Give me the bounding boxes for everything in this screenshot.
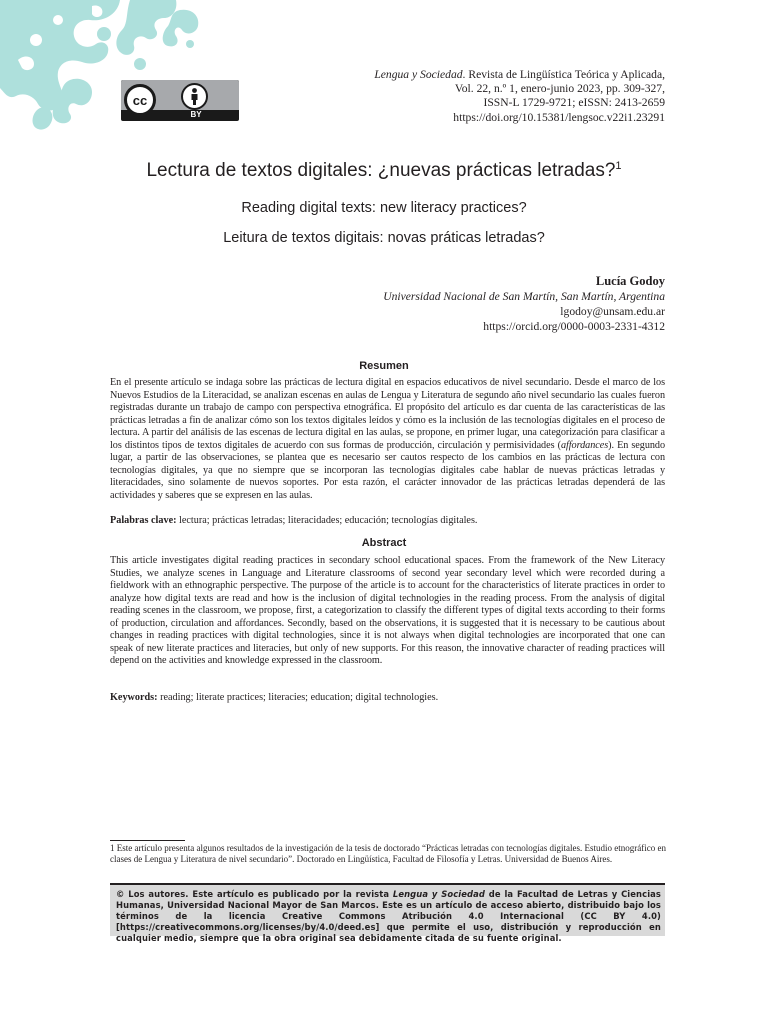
cc-by-label: BY: [190, 110, 202, 119]
license-journal-name: Lengua y Sociedad: [392, 889, 485, 899]
journal-citation: [374, 68, 665, 125]
article-title-english: Reading digital texts: new literacy practices?: [241, 200, 527, 216]
footnote-divider: [110, 840, 185, 841]
creative-commons-icon: cc: [124, 84, 156, 116]
journal-line-1: Lengua y Sociedad. Revista de Lingüística Teórica y Aplicada,: [374, 68, 665, 81]
attribution-person-icon: [181, 83, 208, 110]
author-email[interactable]: lgodoy@unsam.edu.ar: [560, 305, 665, 318]
journal-line-3: ISSN-L 1729-9721; eISSN: 2413-2659: [483, 96, 665, 110]
cc-by-license-badge[interactable]: [121, 80, 239, 121]
author-affiliation: Universidad Nacional de San Martín, San Martín, Argentina: [383, 290, 665, 303]
author-block: [383, 274, 665, 334]
journal-doi-link[interactable]: https://doi.org/10.15381/lengsoc.v22i1.23291: [453, 110, 665, 124]
keywords-label: Keywords:: [110, 692, 158, 703]
footnote: 1 Este artículo presenta algunos resultados de la investigación de la tesis de doctorado “Prácticas letradas con tecnologías digitales. Estudio etnográfico en clases de Lengua y Literatura de nivel secundario”. Doctorado en Lingüística, Facultad de Filosofía y Letras. Universidad de Buenos Aires.: [110, 843, 666, 864]
resumen-paragraph: En el presente artículo se indaga sobre las prácticas de lectura digital en espacios educativos de nivel secundario. Desde el marco de los Nuevos Estudios de la Literacidad, se analizan escenas en aulas de Lengua y Literatura de segundo año nivel secundario las cuales fueron registradas durante un trabajo de campo con perspectiva etnográfica. El propósito del artículo es dar cuenta de las características de las prácticas letradas a fin de analizar cómo son los textos digitales leídos y cómo es la inclusión de las tecnologías digitales en el proceso de lectura. A partir del análisis de las escenas de lectura digital en las aulas, se propone, en primer lugar, una categorización para clasificar a los distintos tipos de textos digitales de acuerdo con sus formas de producción, circulación y permisividades (affordances). En segundo lugar, a partir de las observaciones, se plantea que es necesario ser cautos respecto de los cambios en las prácticas de lectura con tecnologías digitales, ya que no siempre que se incorporan las tecnologías digitales cabe hablar de nuevas prácticas letradas y literacidades, sino solamente de nuevos soportes. Por esta razón, el carácter innovador de las prácticas letradas dependerá de las actividades y saberes que se expresen en las aulas.: [110, 377, 665, 501]
palabras-clave: Palabras clave: lectura; prácticas letradas; literacidades; educación; tecnologías digitales.: [110, 515, 478, 526]
license-notice: © Los autores. Este artículo es publicado por la revista Lengua y Sociedad de la Facultad de Letras y Ciencias Humanas, Universidad Nacional Mayor de San Marcos. Este es un artículo de acceso abierto, distribuido bajo los términos de la licencia Creative Commons Atribución 4.0 Internacional (CC BY 4.0) [https://creativecommons.org/licenses/by/4.0/deed.es] que permite el uso, distribución y reproducción en cualquier medio, siempre que la obra original sea debidamente citada de su fuente original.: [110, 883, 665, 936]
article-title: Lectura de textos digitales: ¿nuevas prácticas letradas?$^1$: [146, 160, 622, 181]
abstract-heading: Abstract: [361, 537, 407, 549]
palabras-clave-label: Palabras clave:: [110, 515, 177, 526]
title-footnote-mark[interactable]: 1: [615, 160, 622, 172]
keywords: Keywords: reading; literate practices; literacies; education; digital technologies.: [110, 692, 439, 703]
journal-name: Lengua y Sociedad: [374, 68, 463, 81]
abstract-paragraph: This article investigates digital reading practices in secondary school educational spaces. From the framework of the New Literacy Studies, we analyze scenes in Language and Literature classrooms of second year secondary level which were recorded during a fieldwork with an ethnographic perspective. The purpose of the article is to account for the characteristics of literate practices in order to analyze how digital texts are read and how is the inclusion of digital technologies in the reading process. From the analysis of digital reading scenes in the classroom, we propose, first, a categorization to classify the different types of digital texts according to their forms of production, circulation and affordances. Secondly, based on the observations, it is suggested that it is necessary to be cautious about changes in reading practices with digital technologies, since it is not always when digital technologies are incorporated that one can speak of new literate practices and literacies, but only of new supports. For this reason, the innovative character of reading practices will depend on the activities and knowledge expressed in the classroom.: [110, 555, 665, 667]
author-name: Lucía Godoy: [595, 274, 665, 288]
affordances-term: affordances: [560, 439, 609, 451]
article-title-portuguese: Leitura de textos digitais: novas práticas letradas?: [223, 230, 545, 246]
author-orcid-link[interactable]: https://orcid.org/0000-0003-2331-4312: [483, 320, 665, 333]
journal-line-2: Vol. 22, n.º 1, enero-junio 2023, pp. 309-327,: [454, 82, 665, 96]
resumen-heading: Resumen: [359, 360, 409, 372]
